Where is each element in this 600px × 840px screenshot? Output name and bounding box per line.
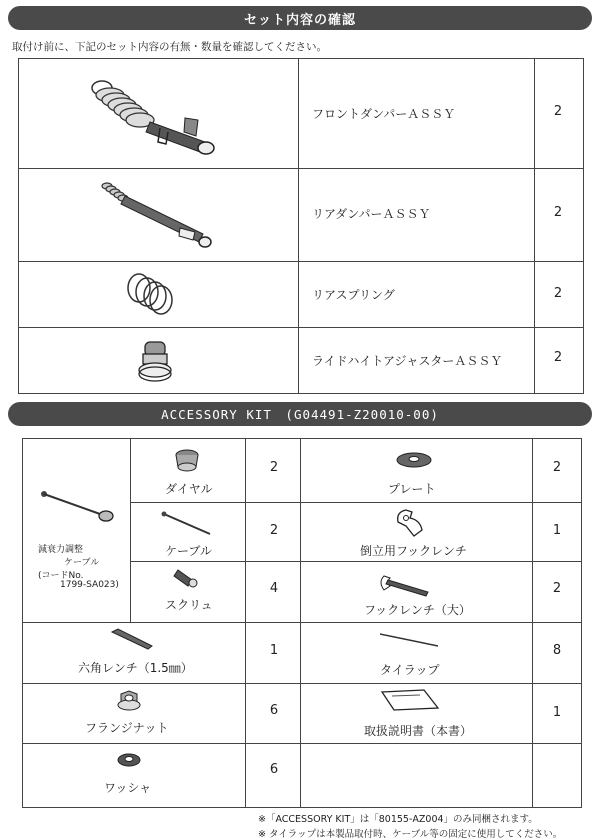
manual-image bbox=[380, 688, 440, 712]
hex-wrench-image bbox=[110, 628, 155, 650]
item-label: プレート bbox=[388, 482, 436, 496]
screw-image bbox=[174, 566, 202, 590]
cable-label-line1: 減衰力調整 bbox=[38, 545, 84, 555]
cable-label-line2: ケーブル bbox=[64, 558, 100, 568]
item-qty: 2 bbox=[269, 460, 279, 475]
item-qty: 1 bbox=[269, 643, 279, 658]
dial-image bbox=[172, 447, 202, 475]
plate-image bbox=[395, 450, 433, 470]
front-damper-image bbox=[80, 70, 230, 165]
item-qty: 8 bbox=[552, 643, 562, 658]
item-label: ワッシャ bbox=[104, 781, 152, 795]
item-qty: 2 bbox=[553, 205, 563, 220]
washer-image bbox=[116, 751, 142, 769]
item-qty: 1 bbox=[552, 523, 562, 538]
item-label: フランジナット bbox=[85, 721, 169, 735]
inverted-hook-wrench-image bbox=[392, 508, 428, 538]
rear-damper-image bbox=[95, 178, 230, 258]
hook-wrench-large-image bbox=[376, 572, 432, 598]
item-label: ケーブル bbox=[165, 544, 212, 558]
item-label: リアダンパーＡＳＳＹ bbox=[312, 207, 431, 221]
item-label: フロントダンパーＡＳＳＹ bbox=[312, 107, 456, 121]
item-qty: 6 bbox=[269, 762, 279, 777]
item-label: スクリュ bbox=[165, 598, 213, 612]
item-label: リアスプリング bbox=[312, 288, 395, 302]
ride-height-adjuster-image bbox=[135, 338, 175, 384]
item-label: ダイヤル bbox=[165, 482, 213, 496]
item-label: フックレンチ（大） bbox=[364, 603, 471, 617]
adjust-cable-image bbox=[38, 488, 118, 524]
item-qty: 2 bbox=[552, 460, 562, 475]
item-qty: 2 bbox=[553, 104, 563, 119]
footnote-2: ※ タイラップは本製品取付時、ケーブル等の固定に使用してください。 bbox=[258, 829, 563, 840]
tie-wrap-image bbox=[378, 632, 440, 648]
section-title-contents: セット内容の確認 bbox=[8, 6, 592, 30]
cable-image bbox=[160, 510, 215, 538]
item-qty: 2 bbox=[552, 581, 562, 596]
rear-spring-image bbox=[125, 270, 175, 318]
item-qty: 2 bbox=[553, 350, 563, 365]
item-label: ライドハイトアジャスターＡＳＳＹ bbox=[312, 354, 503, 368]
flange-nut-image bbox=[116, 690, 142, 712]
item-qty: 2 bbox=[269, 523, 279, 538]
instruction-text: 取付け前に、下記のセット内容の有無・数量を確認してください。 bbox=[12, 41, 327, 53]
item-qty: 6 bbox=[269, 703, 279, 718]
cable-label-line3: (コードNo. bbox=[38, 571, 84, 581]
cable-label-line4: 1799-SA023) bbox=[60, 580, 119, 590]
footnote-1: ※「ACCESSORY KIT」は「80155-AZ004」のみ同梱されます。 bbox=[258, 814, 538, 825]
item-qty: 2 bbox=[553, 286, 563, 301]
item-label: タイラップ bbox=[380, 663, 440, 677]
item-label: 倒立用フックレンチ bbox=[360, 544, 467, 558]
item-label: 取扱説明書（本書） bbox=[364, 724, 473, 738]
item-qty: 4 bbox=[269, 581, 279, 596]
item-label: 六角レンチ（1.5㎜） bbox=[78, 661, 193, 675]
section-title-accessory-kit: ACCESSORY KIT (G04491-Z20010-00) bbox=[8, 402, 592, 426]
item-qty: 1 bbox=[552, 705, 562, 720]
